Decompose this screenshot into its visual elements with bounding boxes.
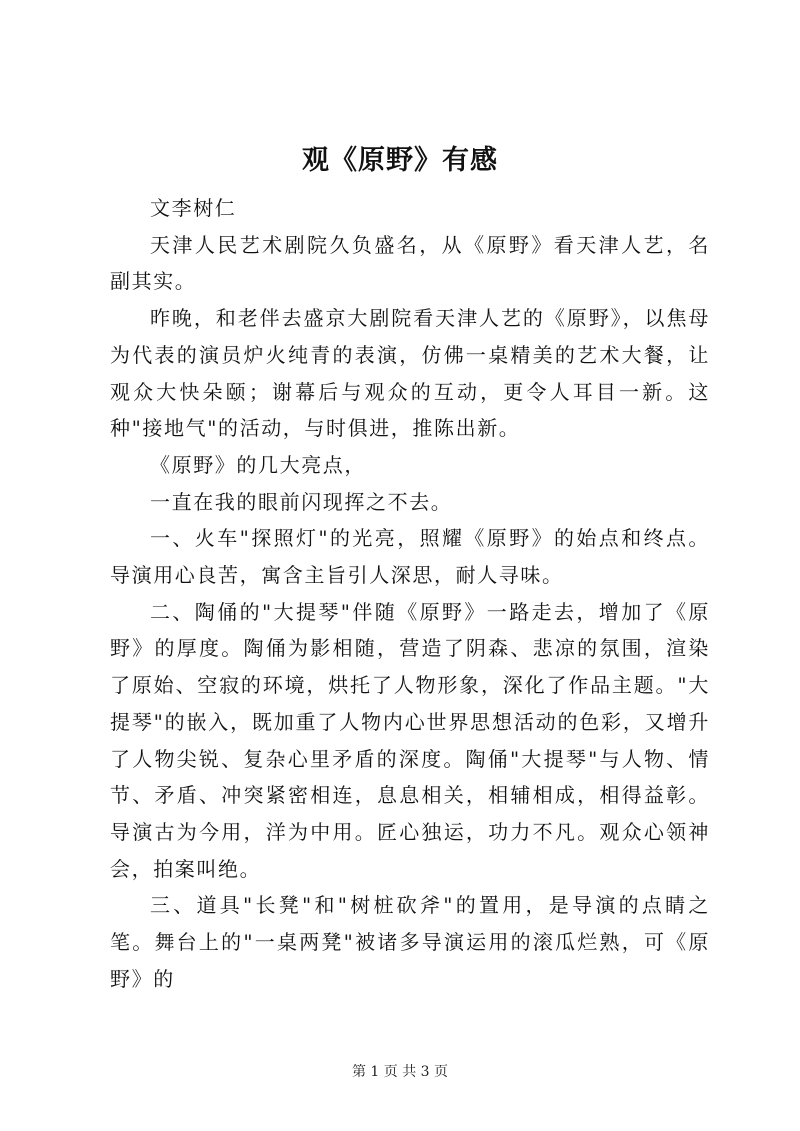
paragraph: 三、道具"长凳"和"树桩砍斧"的置用，是导演的点睛之笔。舞台上的"一桌两凳"被诸多导演运用的滚瓜烂熟，可《原野》的 <box>110 893 710 991</box>
paragraph: 天津人民艺术剧院久负盛名，从《原野》看天津人艺，名副其实。 <box>110 232 710 294</box>
paragraph: 《原野》的几大亮点， <box>150 452 366 477</box>
author-line: 文李树仁 <box>150 196 237 220</box>
document-title: 观《原野》有感 <box>302 145 498 176</box>
page-footer: 第 1 页 共 3 页 <box>351 1064 449 1080</box>
paragraph: 一、火车"探照灯"的光亮，照耀《原野》的始点和终点。导演用心良苦，寓含主旨引人深思，耐人寻味。 <box>110 526 710 588</box>
document-body <box>110 190 710 997</box>
paragraph: 昨晚，和老伴去盛京大剧院看天津人艺的《原野》，以焦母为代表的演员炉火纯青的表演，仿佛一桌精美的艺术大餐，让观众大快朵颐；谢幕后与观众的互动，更令人耳目一新。这种"接地气"的活动，与时俱进，推陈出新。 <box>110 306 710 441</box>
paragraph: 一直在我的眼前闪现挥之不去。 <box>150 489 453 514</box>
paragraph: 二、陶俑的"大提琴"伴随《原野》一路走去，增加了《原野》的厚度。陶俑为影相随，营造了阴森、悲凉的氛围，渲染了原始、空寂的环境，烘托了人物形象，深化了作品主题。"大提琴"的嵌入，既加重了人物内心世界思想活动的色彩，又增升了人物尖锐、复杂心里矛盾的深度。陶俑"大提琴"与人物、情节、矛盾、冲突紧密相连，息息相关，相辅相成，相得益彰。导演古为今用，洋为中用。匠心独运，功力不凡。观众心领神会，拍案叫绝。 <box>110 599 710 881</box>
